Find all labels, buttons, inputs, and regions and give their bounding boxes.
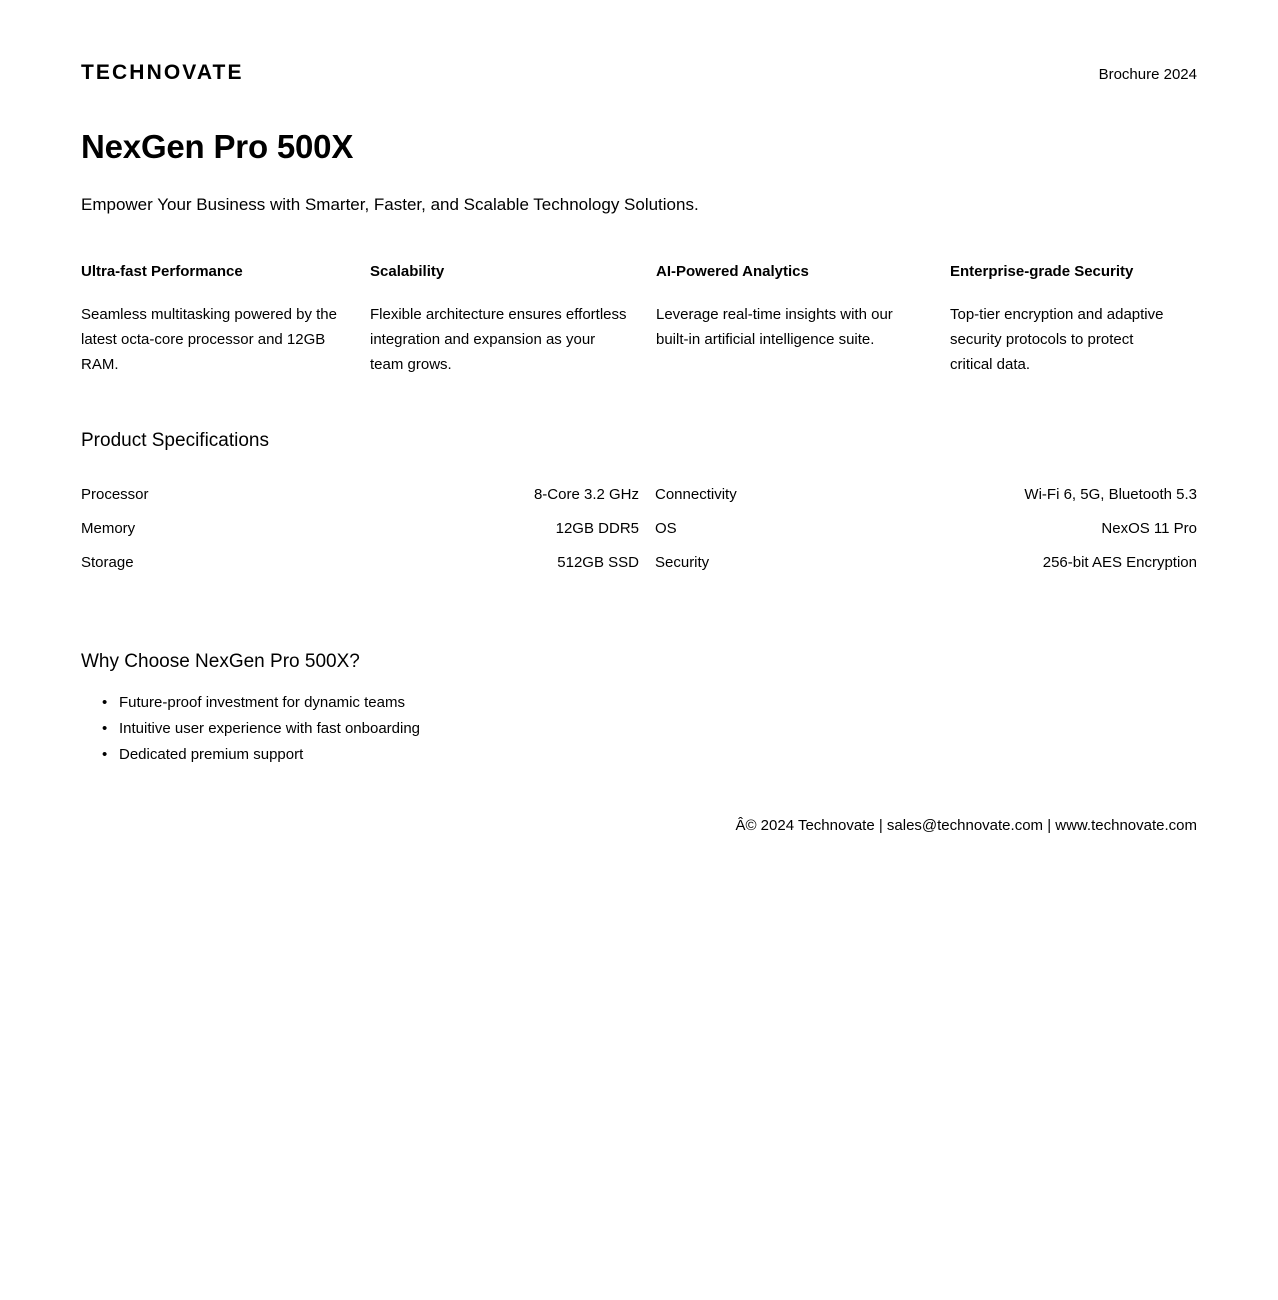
why-choose-list xyxy=(81,673,1197,768)
spec-label: Memory xyxy=(81,520,136,538)
spec-label: Connectivity xyxy=(655,486,737,504)
specifications-table xyxy=(81,478,1197,580)
feature-body: Seamless multitasking powered by the latest octa-core processor and 12GB RAM. xyxy=(81,305,337,373)
specifications-heading: Product Specifications xyxy=(81,429,269,451)
list-item-label: Intuitive user experience with fast onboarding xyxy=(119,720,421,738)
spec-value: 8-Core 3.2 GHz xyxy=(533,486,639,504)
feature-column xyxy=(81,263,370,377)
feature-body: Top-tier encryption and adaptive security protocols to protect critical data. xyxy=(950,305,1164,373)
feature-column xyxy=(656,263,950,377)
spec-value: 12GB DDR5 xyxy=(555,520,639,538)
spec-value: 256-bit AES Encryption xyxy=(1042,554,1197,572)
feature-heading: Ultra-fast Performance xyxy=(81,262,243,280)
page-footer: Â© 2024 Technovate | sales@technovate.com | www.technovate.com xyxy=(735,817,1197,835)
page-header xyxy=(81,0,1197,83)
spec-value: 512GB SSD xyxy=(557,554,639,572)
bullet-icon: • xyxy=(102,746,108,764)
spec-label: Security xyxy=(655,554,710,572)
feature-column xyxy=(950,263,1197,377)
brand-logo: TECHNOVATE xyxy=(81,61,244,84)
feature-heading: Scalability xyxy=(370,262,445,280)
feature-body: Flexible architecture ensures effortless integration and expansion as your team grows. xyxy=(370,305,627,373)
table-row xyxy=(81,478,1197,512)
feature-column xyxy=(370,263,656,377)
page-tagline: Empower Your Business with Smarter, Faster, and Scalable Technology Solutions. xyxy=(81,194,699,214)
bullet-icon: • xyxy=(102,694,108,712)
feature-heading: AI-Powered Analytics xyxy=(656,262,809,280)
list-item xyxy=(102,742,1197,768)
bullet-icon: • xyxy=(102,720,108,738)
table-row xyxy=(81,546,1197,580)
spec-label: Processor xyxy=(81,486,149,504)
list-item-label: Future-proof investment for dynamic teams xyxy=(119,694,405,712)
why-choose-heading: Why Choose NexGen Pro 500X? xyxy=(81,650,360,672)
feature-body: Leverage real-time insights with our built-in artificial intelligence suite. xyxy=(656,305,893,348)
why-choose-section xyxy=(81,580,1197,769)
list-item-label: Dedicated premium support xyxy=(119,746,304,764)
brochure-year-tag: Brochure 2024 xyxy=(1098,66,1197,83)
feature-columns xyxy=(81,217,1197,377)
spec-value: NexOS 11 Pro xyxy=(1101,520,1197,538)
feature-heading: Enterprise-grade Security xyxy=(950,262,1134,280)
spec-label: Storage xyxy=(81,554,134,572)
list-item xyxy=(102,716,1197,742)
page-title: NexGen Pro 500X xyxy=(81,128,354,165)
table-row xyxy=(81,512,1197,546)
spec-label: OS xyxy=(655,520,677,538)
specifications-section xyxy=(81,377,1197,580)
page-content xyxy=(81,0,1197,836)
list-item xyxy=(102,690,1197,716)
spec-value: Wi-Fi 6, 5G, Bluetooth 5.3 xyxy=(1024,486,1197,504)
